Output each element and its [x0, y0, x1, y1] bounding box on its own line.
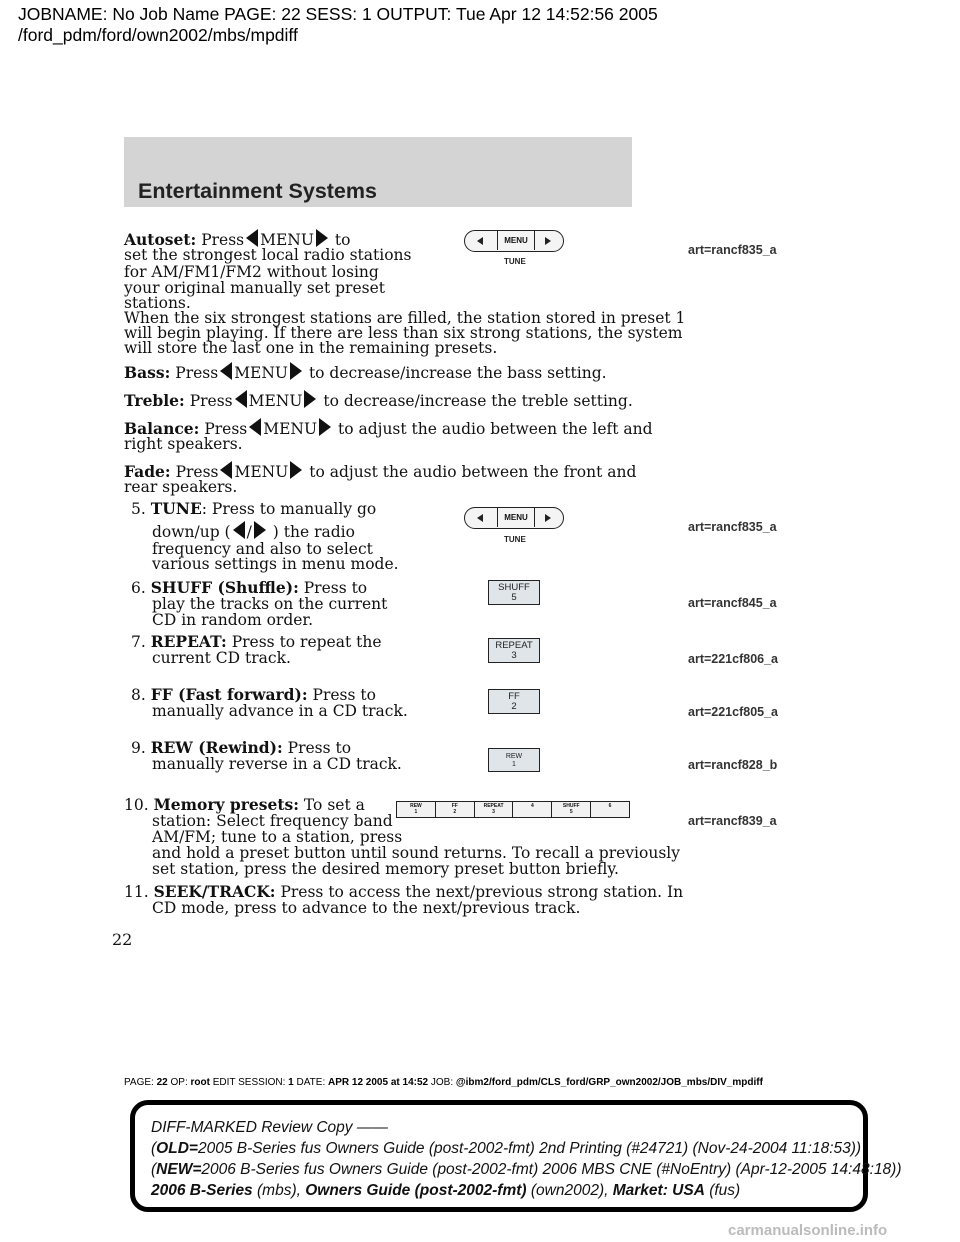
treble-label: Treble: — [124, 391, 185, 410]
diff-old-text: 2005 B-Series fus Owners Guide (post-2002-fmt) 2nd Printing (#24721) (Nov-24-2004 11:18:53)) — [197, 1140, 862, 1157]
art-label-3: art=rancf845_a — [688, 596, 777, 610]
footer-job-value: @ibm2/ford_pdm/CLS_ford/GRP_own2002/JOB_mbs/DIV_mpdiff — [455, 1077, 763, 1088]
presets-text1: To set a — [303, 796, 365, 814]
preset-cell-num: 4 — [531, 803, 534, 809]
footer-job-key: JOB: — [430, 1077, 454, 1088]
diff-line-new — [151, 1161, 902, 1179]
preset-cell-3 — [475, 802, 514, 817]
left-arrow-icon — [233, 521, 245, 539]
diff-review-box — [130, 1100, 902, 1212]
left-arrow-icon — [249, 418, 261, 436]
diff-l4-b: (mbs), — [252, 1182, 306, 1199]
right-arrow-icon — [319, 418, 331, 436]
left-arrow-icon — [220, 362, 232, 380]
preset-cell-label: REPEAT — [483, 803, 504, 809]
shuff-num: 6. — [131, 579, 146, 597]
footer-op-value: root — [190, 1077, 210, 1088]
job-header — [18, 4, 658, 46]
seek-num: 11. — [124, 883, 149, 901]
tune-line3: frequency and also to select — [152, 540, 373, 558]
menu-art-label: MENU — [497, 231, 535, 250]
treble-menu: MENU — [248, 392, 303, 410]
menu-tune-art-2 — [464, 507, 564, 529]
diff-old-label: OLD= — [156, 1140, 198, 1157]
art-label-2: art=rancf835_a — [688, 520, 777, 534]
tune-art-label: TUNE — [504, 535, 526, 544]
preset-cell-num: 2 — [453, 809, 457, 815]
balance-text: to adjust the audio between the left and — [337, 420, 653, 438]
fade-text: to adjust the audio between the front and — [309, 463, 637, 481]
presets-num: 10. — [124, 796, 149, 814]
autoset-label: Autoset: — [124, 230, 197, 249]
diff-line-4 — [151, 1182, 740, 1200]
ff-line1 — [131, 687, 376, 703]
treble-press: Press — [189, 392, 233, 410]
tune-label: TUNE — [150, 499, 202, 518]
repeat-art-num: 3 — [511, 650, 517, 661]
shuff-art-text: SHUFF — [498, 582, 530, 593]
preset-cell-label: FF — [451, 803, 458, 809]
footer-edit-key: EDIT SESSION: — [212, 1077, 286, 1088]
right-arrow-icon — [254, 521, 266, 539]
shuff-text1: Press to — [303, 579, 368, 597]
preset-cell-4 — [513, 802, 552, 817]
ff-label: FF (Fast forward): — [150, 685, 308, 704]
presets-line5: set station, press the desired memory preset button briefly. — [152, 860, 619, 878]
ff-line2: manually advance in a CD track. — [152, 702, 408, 720]
footer-page-key: PAGE: — [124, 1077, 154, 1088]
preset-buttons-art — [396, 801, 630, 818]
ff-button-art — [488, 689, 540, 714]
diff-new-text: 2006 B-Series fus Owners Guide (post-2002-fmt) 2006 MBS CNE (#NoEntry) (Apr-12-2005 14:48:18)) — [201, 1161, 902, 1178]
ff-art-text: FF — [508, 691, 520, 702]
footer-edit-value: 1 — [288, 1077, 294, 1088]
art-label-5: art=221cf805_a — [688, 705, 779, 719]
seek-line2: CD mode, press to advance to the next/previous track. — [152, 899, 581, 917]
right-arrow-icon — [304, 390, 316, 408]
shuff-line1 — [131, 580, 367, 596]
presets-line4: and hold a preset button until sound returns. To recall a previously — [152, 844, 680, 862]
job-header-line2: /ford_pdm/ford/own2002/mbs/mpdiff — [18, 25, 298, 45]
fade-label: Fade: — [124, 462, 171, 481]
tune-text2b: / — [246, 523, 252, 541]
tune-num: 5. — [131, 500, 146, 518]
repeat-line1 — [131, 634, 382, 650]
ff-num: 8. — [131, 686, 146, 704]
diff-l4-c: Owners Guide (post-2002-fmt) — [305, 1182, 527, 1199]
bass-label: Bass: — [124, 363, 171, 382]
job-header-line1: JOBNAME: No Job Name PAGE: 22 SESS: 1 OUTPUT: Tue Apr 12 14:52:56 2005 — [18, 4, 658, 24]
right-arrow-icon — [316, 229, 328, 247]
rew-num: 9. — [131, 739, 146, 757]
fade-press: Press — [175, 463, 219, 481]
preset-cell-num: 3 — [492, 809, 495, 815]
diff-line-1: DIFF-MARKED Review Copy —— — [151, 1119, 388, 1136]
left-arrow-icon — [220, 461, 232, 479]
rew-label: REW (Rewind): — [150, 738, 283, 757]
treble-line — [124, 390, 633, 409]
diff-l4-g: (fus) — [704, 1182, 741, 1199]
art-label-1: art=rancf835_a — [688, 243, 777, 257]
preset-cell-2 — [436, 802, 475, 817]
presets-line3: AM/FM; tune to a station, press — [152, 828, 403, 846]
tune-line4: various settings in menu mode. — [152, 555, 399, 573]
shuff-label: SHUFF (Shuffle): — [150, 578, 299, 597]
rew-line2: manually reverse in a CD track. — [152, 755, 402, 773]
preset-cell-6 — [591, 802, 629, 817]
repeat-button-art — [488, 638, 540, 663]
left-arrow-icon — [235, 390, 247, 408]
page-number: 22 — [112, 930, 133, 949]
presets-line1 — [124, 797, 365, 813]
diff-l4-d: (own2002), — [526, 1182, 613, 1199]
balance-label: Balance: — [124, 419, 200, 438]
repeat-label: REPEAT: — [150, 632, 227, 651]
diff-new-label: NEW= — [156, 1161, 202, 1178]
fade-line2: rear speakers. — [124, 478, 238, 496]
right-arrow-icon — [545, 514, 551, 522]
preset-cell-label: REW — [410, 803, 422, 809]
bass-text: to decrease/increase the bass setting. — [308, 364, 607, 382]
ff-text1: Press to — [312, 686, 376, 704]
rew-text1: Press to — [287, 739, 352, 757]
diff-old-prefix: ( — [151, 1140, 157, 1157]
preset-cell-num: 1 — [414, 809, 418, 815]
left-arrow-icon — [477, 514, 483, 522]
menu-tune-art — [464, 230, 564, 252]
menu-art-label: MENU — [497, 508, 535, 527]
diff-l4-e: Market: — [612, 1182, 673, 1199]
shuff-line2: play the tracks on the current — [152, 595, 388, 613]
autoset-menu: MENU — [260, 231, 314, 249]
bass-menu: MENU — [234, 364, 288, 382]
section-title: Entertainment Systems — [138, 179, 377, 203]
presets-line2: station: Select frequency band — [152, 812, 393, 830]
autoset-line3: for AM/FM1/FM2 without losing — [124, 263, 379, 281]
seek-line1 — [124, 884, 683, 900]
art-label-4: art=221cf806_a — [688, 652, 779, 666]
seek-label: SEEK/TRACK: — [153, 882, 276, 901]
shuff-art-num: 5 — [511, 592, 517, 603]
preset-cell-5 — [552, 802, 591, 817]
tune-line2 — [152, 521, 355, 540]
ff-art-num: 2 — [511, 701, 517, 712]
tune-text2c: ) the radio — [272, 523, 355, 541]
art-label-6: art=rancf828_b — [688, 758, 778, 772]
autoset-line8: will store the last one in the remaining presets. — [124, 339, 498, 357]
repeat-text1: Press to repeat the — [231, 633, 382, 651]
diff-l4-f: USA — [672, 1182, 705, 1199]
diff-l4-a: 2006 B-Series — [151, 1182, 253, 1199]
footer-date-value: APR 12 2005 at 14:52 — [328, 1077, 429, 1088]
preset-cell-label: SHUFF — [562, 803, 580, 809]
autoset-line4: your original manually set preset — [124, 279, 385, 297]
fade-menu: MENU — [234, 463, 289, 481]
tune-text2a: down/up ( — [152, 523, 231, 541]
autoset-line2: set the strongest local radio stations — [124, 246, 412, 264]
autoset-line6: When the six strongest stations are filled, the station stored in preset 1 — [124, 309, 686, 327]
art-label-7: art=rancf839_a — [688, 814, 777, 828]
tune-text1: : Press to manually go — [201, 500, 377, 518]
tune-art-label: TUNE — [504, 257, 526, 266]
footer-meta — [124, 1077, 763, 1088]
right-arrow-icon — [545, 237, 551, 245]
repeat-line2: current CD track. — [152, 649, 291, 667]
treble-text: to decrease/increase the treble setting. — [323, 392, 633, 410]
preset-cell-1 — [397, 802, 436, 817]
repeat-num: 7. — [131, 633, 146, 651]
rew-line1 — [131, 740, 351, 756]
bass-press: Press — [175, 364, 219, 382]
balance-menu: MENU — [263, 420, 318, 438]
footer-page-value: 22 — [156, 1077, 168, 1088]
left-arrow-icon — [246, 229, 258, 247]
left-arrow-icon — [477, 237, 483, 245]
rew-button-art — [488, 748, 540, 772]
autoset-line5: stations. — [124, 294, 191, 312]
rew-art-text: REW — [505, 753, 523, 760]
rew-art-num: 1 — [512, 761, 516, 768]
right-arrow-icon — [290, 461, 302, 479]
footer-date-key: DATE: — [296, 1077, 326, 1088]
tune-line1 — [131, 501, 376, 517]
autoset-to: to — [334, 231, 351, 249]
autoset-line7: will begin playing. If there are less than six strong stations, the system — [124, 324, 683, 342]
bass-line — [124, 362, 607, 381]
watermark: carmanualsonline.info — [728, 1222, 888, 1239]
preset-cell-num: 5 — [569, 809, 573, 815]
repeat-art-text: REPEAT — [495, 640, 533, 651]
section-banner — [124, 137, 632, 207]
balance-press: Press — [204, 420, 248, 438]
shuff-button-art — [488, 580, 540, 605]
seek-text1: Press to access the next/previous strong station. In — [280, 883, 684, 901]
presets-label: Memory presets: — [153, 795, 299, 814]
right-arrow-icon — [290, 362, 302, 380]
footer-op-key: OP: — [170, 1077, 188, 1088]
shuff-line3: CD in random order. — [152, 611, 314, 629]
balance-line2: right speakers. — [124, 435, 243, 453]
preset-cell-num: 6 — [608, 803, 612, 809]
diff-new-prefix: ( — [151, 1161, 157, 1178]
diff-line-old — [151, 1140, 861, 1158]
autoset-press: Press — [201, 231, 245, 249]
